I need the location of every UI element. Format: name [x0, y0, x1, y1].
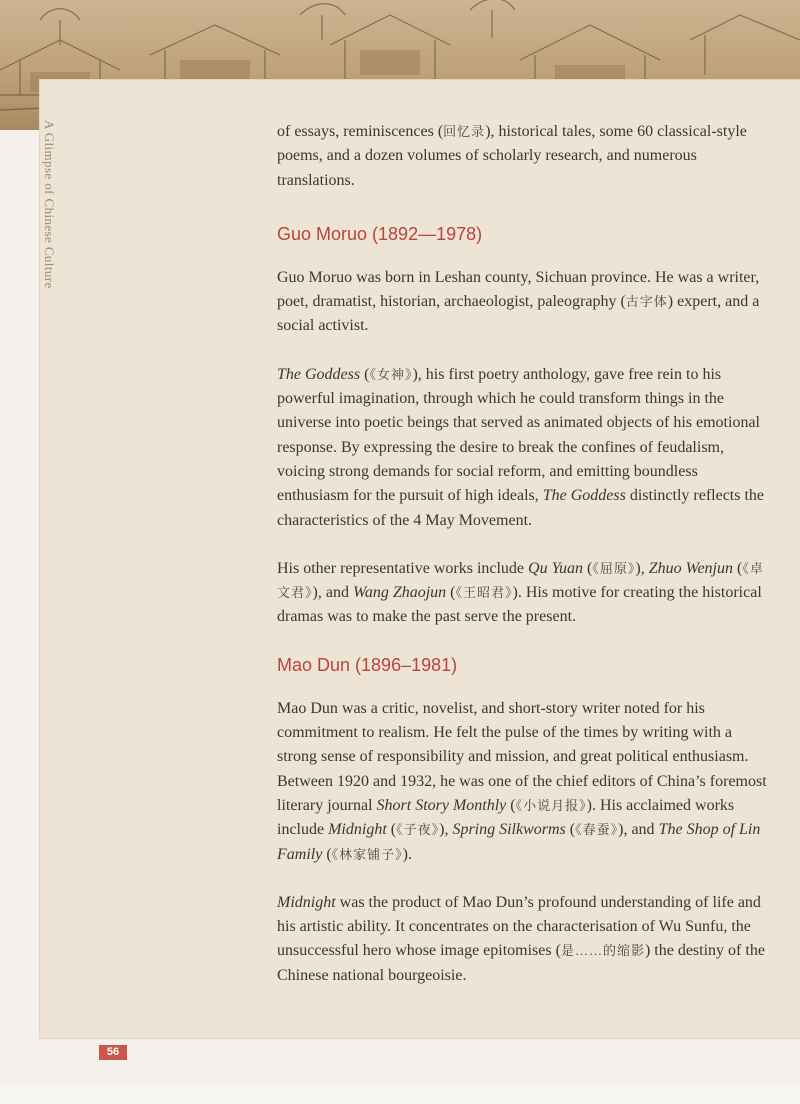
mao-paragraph-1: Mao Dun was a critic, novelist, and short-story writer noted for his commitment to realism. He felt the pulse of the times by writing with a strong sense of responsibility and mission, and great political enthusiasm. Between 1920 and 1932, he was one of the chief editors of China’s foremost literary journal Short Story Monthly (《小说月报》). His acclaimed works include Midnight (《子夜》), Spring Silkworms (《春蚕》), and The Shop of Lin Family (《林家铺子》). — [277, 699, 767, 863]
chinese-term: 《女神》 — [369, 366, 413, 382]
chinese-term: 是……的缩影 — [560, 943, 645, 959]
section-heading-guo-moruo: Guo Moruo (1892—1978) — [277, 223, 483, 244]
section-heading-mao-dun: Mao Dun (1896–1981) — [277, 654, 458, 675]
running-side-title: A Glimpse of Chinese Culture — [42, 120, 57, 289]
work-title: Spring Silkworms — [452, 821, 566, 839]
work-title: The Goddess — [277, 365, 361, 383]
chinese-term: 《林家铺子》 — [331, 846, 403, 862]
work-title: The Goddess — [542, 487, 626, 505]
work-title: Short Story Monthly — [376, 796, 507, 814]
bottom-margin — [0, 1086, 800, 1104]
chinese-term: 《子夜》 — [396, 822, 440, 838]
chinese-term: 《屈原》 — [592, 560, 636, 576]
work-title: Midnight — [328, 821, 387, 839]
guo-paragraph-1: Guo Moruo was born in Leshan county, Sichuan province. He was a writer, poet, dramatist, historian, archaeologist, paleography (古字体) expert, and a social activist. — [277, 268, 760, 335]
chinese-term: 《小说月报》 — [515, 797, 587, 813]
page-number-badge: 56 — [99, 1045, 127, 1060]
article-body — [277, 120, 769, 988]
work-title: Zhuo Wenjun — [648, 559, 733, 577]
chinese-term: 回忆录 — [443, 124, 486, 139]
work-title: The Shop of Lin Family — [277, 821, 761, 863]
chinese-term: 古字体 — [625, 294, 668, 310]
work-title: Wang Zhaojun — [352, 584, 447, 602]
mao-paragraph-2: Midnight was the product of Mao Dun’s profound understanding of life and his artistic ability. It concentrates on the characterisation of Wu Sunfu, the unsuccessful hero whose image epitomises (是……的缩影) the destiny of the Chinese national bourgeoisie. — [277, 893, 765, 984]
work-title: Qu Yuan — [528, 559, 584, 577]
guo-paragraph-3: His other representative works include Qu Yuan (《屈原》), Zhuo Wenjun (《卓文君》), and Wang Zhaojun (《王昭君》). His motive for creating the historical dramas was to make the past serve the present. — [277, 559, 764, 626]
chinese-term: 《春蚕》 — [575, 822, 619, 838]
guo-paragraph-2: The Goddess (《女神》), his first poetry anthology, gave free rein to his powerful imagination, through which he could transform things in the universe into poetic beings that served as animated objects of his emotional response. By expressing the desire to break the confines of feudalism, voicing strong demands for social reform, and emitting boundless enthusiasm for the pursuit of high ideals, The Goddess distinctly reflects the characteristics of the 4 May Movement. — [277, 365, 765, 529]
chinese-term: 《卓文君》 — [277, 560, 764, 601]
work-title: Midnight — [277, 893, 336, 911]
chinese-term: 《王昭君》 — [455, 585, 513, 601]
intro-paragraph: of essays, reminiscences (回忆录), historical tales, some 60 classical-style poems, and a dozen volumes of scholarly research, and numerous translations. — [277, 123, 747, 189]
